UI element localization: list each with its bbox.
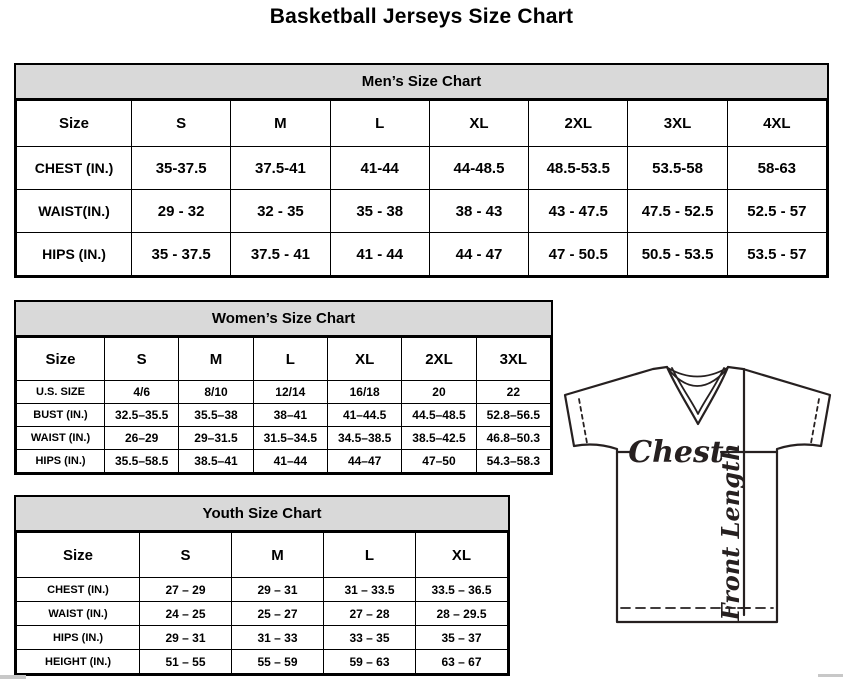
size-value-cell: 22 <box>476 381 550 404</box>
size-value-cell: 34.5–38.5 <box>327 427 401 450</box>
youth-column-header-xl: XL <box>416 533 508 578</box>
size-value-cell: 27 – 29 <box>140 578 232 602</box>
youth-size-chart <box>14 495 510 676</box>
youth-row-hips-in <box>17 626 508 650</box>
size-value-cell: 38.5–42.5 <box>402 427 476 450</box>
size-value-cell: 28 – 29.5 <box>416 602 508 626</box>
mens-row-waist-in <box>17 190 827 233</box>
horizontal-scrollbar-fragment-right[interactable] <box>818 674 843 677</box>
mens-column-header-l: L <box>330 101 429 147</box>
size-value-cell: 24 – 25 <box>140 602 232 626</box>
size-value-cell: 31.5–34.5 <box>253 427 327 450</box>
size-value-cell: 54.3–58.3 <box>476 450 550 473</box>
size-value-cell: 29 - 32 <box>132 190 231 233</box>
youth-header-row <box>17 533 508 578</box>
jersey-diagram <box>555 352 843 664</box>
size-value-cell: 35 - 37.5 <box>132 233 231 276</box>
collar-back-arc-outer <box>668 368 727 377</box>
youth-column-header-l: L <box>324 533 416 578</box>
womens-column-header-xl: XL <box>327 338 401 381</box>
chest-label: Chest <box>628 435 724 470</box>
size-value-cell: 31 – 33.5 <box>324 578 416 602</box>
size-value-cell: 35.5–58.5 <box>105 450 179 473</box>
womens-size-chart <box>14 300 553 475</box>
size-value-cell: 58-63 <box>727 147 826 190</box>
size-value-cell: 8/10 <box>179 381 253 404</box>
row-label: WAIST (IN.) <box>17 427 105 450</box>
size-value-cell: 46.8–50.3 <box>476 427 550 450</box>
row-label: BUST (IN.) <box>17 404 105 427</box>
youth-chart-title: Youth Size Chart <box>16 497 508 532</box>
size-value-cell: 51 – 55 <box>140 650 232 674</box>
youth-row-chest-in <box>17 578 508 602</box>
size-value-cell: 53.5-58 <box>628 147 727 190</box>
size-value-cell: 38 - 43 <box>429 190 528 233</box>
row-label: U.S. SIZE <box>17 381 105 404</box>
mens-column-header-2xl: 2XL <box>529 101 628 147</box>
size-value-cell: 41 - 44 <box>330 233 429 276</box>
mens-header-row <box>17 101 827 147</box>
size-value-cell: 35-37.5 <box>132 147 231 190</box>
womens-column-header-2xl: 2XL <box>402 338 476 381</box>
youth-size-header: Size <box>17 533 140 578</box>
size-value-cell: 43 - 47.5 <box>529 190 628 233</box>
size-value-cell: 35 - 38 <box>330 190 429 233</box>
horizontal-scrollbar-fragment-left[interactable] <box>0 675 26 679</box>
womens-row-waist-in <box>17 427 551 450</box>
size-value-cell: 27 – 28 <box>324 602 416 626</box>
size-value-cell: 63 – 67 <box>416 650 508 674</box>
womens-column-header-s: S <box>105 338 179 381</box>
front-length-label: Front Length <box>716 443 745 621</box>
row-label: HIPS (IN.) <box>17 626 140 650</box>
mens-size-table <box>16 100 827 276</box>
mens-column-header-3xl: 3XL <box>628 101 727 147</box>
womens-column-header-m: M <box>179 338 253 381</box>
size-value-cell: 55 – 59 <box>232 650 324 674</box>
size-value-cell: 38–41 <box>253 404 327 427</box>
size-value-cell: 44.5–48.5 <box>402 404 476 427</box>
size-value-cell: 35.5–38 <box>179 404 253 427</box>
size-value-cell: 29–31.5 <box>179 427 253 450</box>
mens-column-header-s: S <box>132 101 231 147</box>
row-label: WAIST(IN.) <box>17 190 132 233</box>
size-value-cell: 4/6 <box>105 381 179 404</box>
size-value-cell: 12/14 <box>253 381 327 404</box>
size-value-cell: 16/18 <box>327 381 401 404</box>
mens-size-header: Size <box>17 101 132 147</box>
size-value-cell: 50.5 - 53.5 <box>628 233 727 276</box>
womens-size-table <box>16 337 551 473</box>
page-title: Basketball Jerseys Size Chart <box>269 5 574 28</box>
row-label: HEIGHT (IN.) <box>17 650 140 674</box>
size-value-cell: 33 – 35 <box>324 626 416 650</box>
size-value-cell: 44–47 <box>327 450 401 473</box>
size-value-cell: 32 - 35 <box>231 190 330 233</box>
size-value-cell: 32.5–35.5 <box>105 404 179 427</box>
row-label: WAIST (IN.) <box>17 602 140 626</box>
womens-column-header-3xl: 3XL <box>476 338 550 381</box>
size-value-cell: 37.5-41 <box>231 147 330 190</box>
row-label: CHEST (IN.) <box>17 578 140 602</box>
left-sleeve-stitch <box>579 399 587 443</box>
size-value-cell: 41–44 <box>253 450 327 473</box>
mens-size-chart <box>14 63 829 278</box>
womens-row-bust-in <box>17 404 551 427</box>
size-value-cell: 25 – 27 <box>232 602 324 626</box>
youth-column-header-s: S <box>140 533 232 578</box>
womens-size-header: Size <box>17 338 105 381</box>
size-value-cell: 38.5–41 <box>179 450 253 473</box>
mens-chart-title: Men’s Size Chart <box>16 65 827 100</box>
womens-column-header-l: L <box>253 338 327 381</box>
womens-row-hips-in <box>17 450 551 473</box>
size-value-cell: 47 - 50.5 <box>529 233 628 276</box>
mens-column-header-m: M <box>231 101 330 147</box>
row-label: HIPS (IN.) <box>17 233 132 276</box>
womens-header-row <box>17 338 551 381</box>
size-value-cell: 35 – 37 <box>416 626 508 650</box>
size-value-cell: 29 – 31 <box>140 626 232 650</box>
size-value-cell: 37.5 - 41 <box>231 233 330 276</box>
size-value-cell: 41–44.5 <box>327 404 401 427</box>
mens-row-chest-in <box>17 147 827 190</box>
size-value-cell: 41-44 <box>330 147 429 190</box>
size-value-cell: 53.5 - 57 <box>727 233 826 276</box>
womens-chart-title: Women’s Size Chart <box>16 302 551 337</box>
size-value-cell: 31 – 33 <box>232 626 324 650</box>
size-value-cell: 20 <box>402 381 476 404</box>
row-label: CHEST (IN.) <box>17 147 132 190</box>
youth-column-header-m: M <box>232 533 324 578</box>
right-sleeve-stitch <box>811 399 819 443</box>
size-value-cell: 26–29 <box>105 427 179 450</box>
row-label: HIPS (IN.) <box>17 450 105 473</box>
size-value-cell: 29 – 31 <box>232 578 324 602</box>
mens-row-hips-in <box>17 233 827 276</box>
size-value-cell: 52.5 - 57 <box>727 190 826 233</box>
size-value-cell: 47–50 <box>402 450 476 473</box>
womens-row-u-s-size <box>17 381 551 404</box>
jersey-outline <box>565 367 830 622</box>
size-value-cell: 48.5-53.5 <box>529 147 628 190</box>
size-value-cell: 59 – 63 <box>324 650 416 674</box>
youth-size-table <box>16 532 508 674</box>
mens-column-header-4xl: 4XL <box>727 101 826 147</box>
size-value-cell: 44-48.5 <box>429 147 528 190</box>
size-value-cell: 52.8–56.5 <box>476 404 550 427</box>
youth-row-height-in <box>17 650 508 674</box>
size-value-cell: 33.5 – 36.5 <box>416 578 508 602</box>
size-value-cell: 47.5 - 52.5 <box>628 190 727 233</box>
youth-row-waist-in <box>17 602 508 626</box>
size-value-cell: 44 - 47 <box>429 233 528 276</box>
mens-column-header-xl: XL <box>429 101 528 147</box>
